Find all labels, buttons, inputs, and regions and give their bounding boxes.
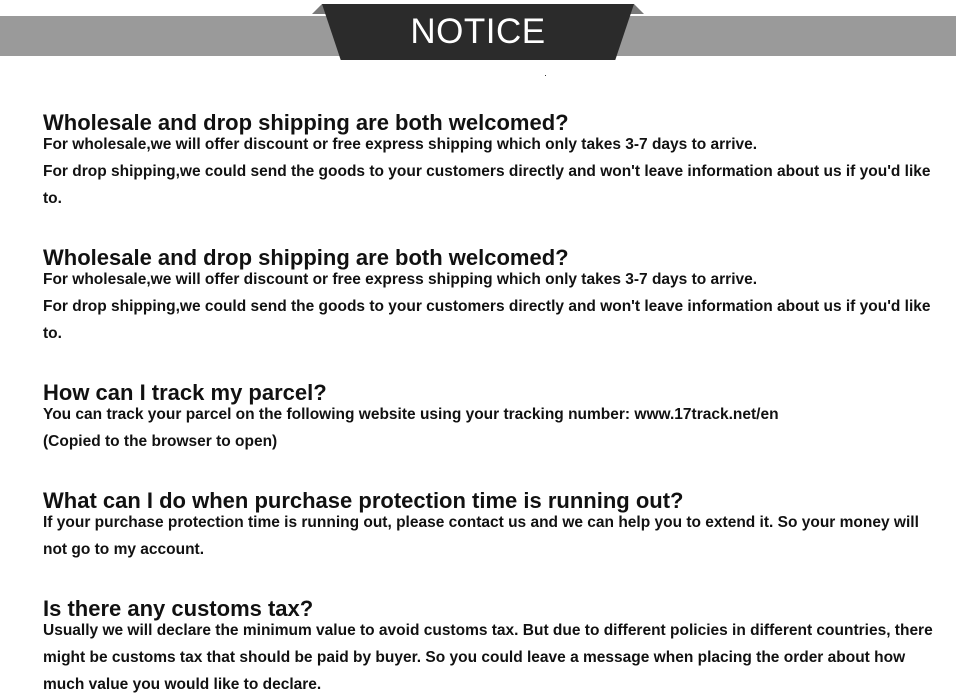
faq-answer: For wholesale,we will offer discount or free express shipping which only takes 3-7 days to arrive. <box>43 271 758 288</box>
faq-answer: You can track your parcel on the following website using your tracking number: www.17track.net/en <box>43 406 779 423</box>
faq-question: Is there any customs tax? <box>43 596 314 621</box>
stray-dot <box>545 75 546 76</box>
faq-question: Wholesale and drop shipping are both welcomed? <box>43 245 569 270</box>
banner-title: NOTICE <box>410 12 546 51</box>
faq-answer: For wholesale,we will offer discount or free express shipping which only takes 3-7 days to arrive. <box>43 136 758 153</box>
faq-answer: Usually we will declare the minimum value to avoid customs tax. But due to different policies in different countries, there might be customs tax that should be paid by buyer. So you could leave a message when placing the order about how much value you would like to declare. <box>43 622 933 693</box>
faq-question: Wholesale and drop shipping are both welcomed? <box>43 110 569 135</box>
faq-answer: (Copied to the browser to open) <box>43 433 278 450</box>
faq-answer: For drop shipping,we could send the goods to your customers directly and won't leave information about us if you'd like to. <box>43 298 931 342</box>
faq-purchase-protection <box>43 488 943 563</box>
faq-wholesale-2 <box>43 245 943 347</box>
faq-wholesale-1 <box>43 110 943 212</box>
faq-answer: For drop shipping,we could send the goods to your customers directly and won't leave information about us if you'd like to. <box>43 163 931 207</box>
faq-customs-tax <box>43 596 943 698</box>
faq-answer: If your purchase protection time is running out, please contact us and we can help you to extend it. So your money will not go to my account. <box>43 514 919 558</box>
faq-track-parcel <box>43 380 943 455</box>
notice-banner <box>0 0 956 62</box>
faq-question: What can I do when purchase protection time is running out? <box>43 488 684 513</box>
faq-question: How can I track my parcel? <box>43 380 327 405</box>
